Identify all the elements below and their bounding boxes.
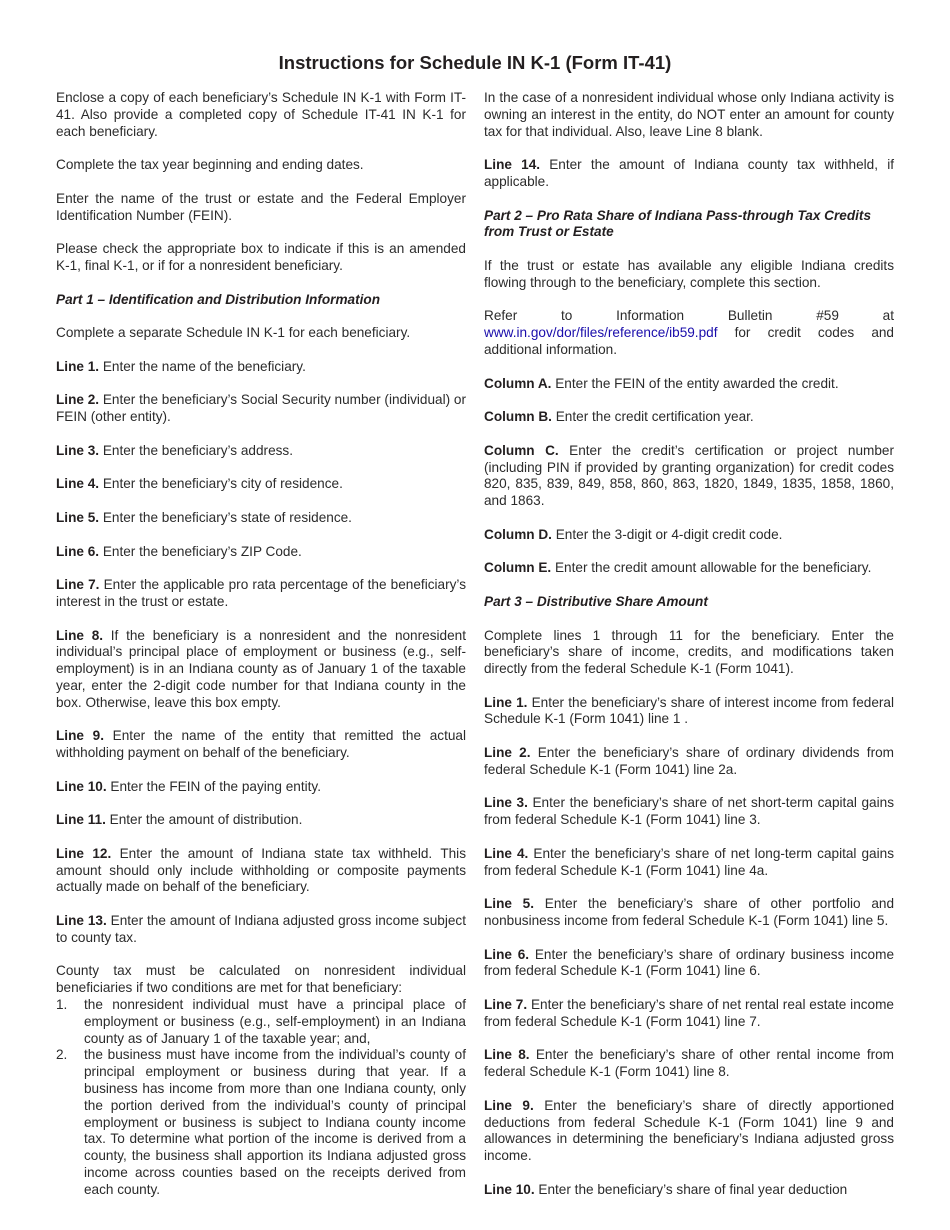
line-text: Enter the FEIN of the paying entity.: [106, 778, 321, 794]
intro-paragraph-dates: Complete the tax year beginning and ending dates.: [56, 157, 364, 173]
column-text: Enter the FEIN of the entity awarded the credit.: [551, 375, 839, 391]
line-text: Enter the amount of Indiana county tax withheld, if applicable.: [484, 157, 894, 189]
column-text: Enter the credit’s certification or project number (including PIN if provided by granting organization) for credit codes 820, 835, 839, 849, 858, 860, 863, 1820, 1849, 1835, 1858, 1860, and 1863.: [484, 442, 894, 509]
line-label: Line 6.: [56, 543, 100, 559]
line-text: Enter the beneficiary’s share of net long-term capital gains from federal Schedule K-1 (Form 1041) line 4a.: [484, 845, 894, 878]
part3-line-6: [484, 947, 894, 981]
column-text: Enter the credit certification year.: [551, 409, 754, 425]
part1-line-8: [56, 628, 466, 712]
line-text: Enter the beneficiary’s share of directly apportioned deductions from federal Schedule K-1 (Form 1041) line 9 and allowances in determining the beneficiary’s Indiana adjusted gross income.: [484, 1097, 894, 1164]
part1-line-13: [56, 913, 466, 947]
part3-line-1: [484, 695, 894, 729]
line-label: Line 11.: [56, 812, 106, 828]
line-text: Enter the beneficiary’s share of ordinary business income from federal Schedule K-1 (Form 1041) line 6.: [484, 946, 894, 979]
part3-line-9: [484, 1098, 894, 1165]
nonresident-county-paragraph: In the case of a nonresident individual whose only Indiana activity is owning an interest in the entity, do NOT enter an amount for county tax for that individual. Also, leave Line 8 blank.: [484, 90, 894, 139]
line-text: Enter the beneficiary’s Social Security number (individual) or FEIN (other entity).: [56, 392, 467, 425]
part3-line-4: [484, 846, 894, 880]
line-label: Line 10.: [484, 1181, 535, 1197]
part1-line-7: [56, 577, 466, 611]
line-label: Line 14.: [484, 157, 541, 173]
line-text: Enter the beneficiary’s city of residence.: [99, 476, 343, 492]
line-label: Line 8.: [484, 1047, 530, 1063]
line-text: Enter the beneficiary’s share of net rental real estate income from federal Schedule K-1 (Form 1041) line 7.: [484, 997, 894, 1029]
part3-line-7: [484, 997, 894, 1031]
part2-column-d: [484, 527, 894, 544]
line-label: Line 10.: [56, 778, 107, 794]
line-label: Line 9.: [484, 1097, 534, 1113]
list-item-text: the business must have income from the individual’s county of principal employment or business during that year. If a business has income from more than one Indiana county, only the portion derived from the individual’s county of principal employment or business is subject to Indiana county income tax. To determine what portion of the income is derived from a county, the business shall apportion its Indiana adjusted gross income across counties based on the receipts derived from each county.: [84, 1047, 466, 1197]
part2-column-b: [484, 409, 894, 426]
list-number: 1.: [56, 997, 68, 1013]
line-label: Line 6.: [484, 946, 530, 962]
line-label: Line 4.: [56, 476, 100, 492]
line-text: Enter the amount of distribution.: [105, 812, 303, 828]
line-label: Line 5.: [484, 896, 535, 912]
part2-heading: Part 2 – Pro Rata Share of Indiana Pass-through Tax Credits from Trust or Estate: [484, 207, 872, 240]
part1-line-1: [56, 359, 466, 376]
reference-text-after: for credit codes and additional information.: [484, 325, 894, 357]
line-text: Enter the beneficiary’s share of final year deduction: [534, 1181, 848, 1197]
list-item: [56, 1047, 466, 1198]
part2-column-a: [484, 376, 894, 393]
left-column: [56, 90, 466, 1199]
column-label: Column B.: [484, 409, 552, 425]
bulletin-link[interactable]: www.in.gov/dor/files/reference/ib59.pdf: [484, 325, 718, 341]
line-label: Line 2.: [484, 745, 531, 761]
line-label: Line 5.: [56, 509, 100, 525]
column-label: Column E.: [484, 560, 552, 576]
line-text: Enter the amount of Indiana state tax withheld. This amount should only include withholding or composite payments actually made on behalf of the beneficiary.: [56, 845, 466, 895]
county-conditions-list: [56, 997, 466, 1199]
line-text: Enter the beneficiary’s share of ordinary dividends from federal Schedule K-1 (Form 1041) line 2a.: [484, 745, 894, 777]
line-label: Line 13.: [56, 913, 107, 929]
line-text: Enter the name of the entity that remitted the actual withholding payment on behalf of the beneficiary.: [56, 728, 466, 761]
line-label: Line 9.: [56, 728, 104, 744]
line-text: Enter the beneficiary’s state of residence.: [99, 509, 352, 525]
part3-line-8: [484, 1047, 894, 1081]
list-number: 2.: [56, 1047, 68, 1063]
right-column: [484, 90, 894, 1199]
part3-intro: Complete lines 1 through 11 for the beneficiary. Enter the beneficiary’s share of income, credits, and modifications taken directly from the federal Schedule K-1 (Form 1041).: [484, 627, 894, 677]
intro-paragraph-name-fein: Enter the name of the trust or estate and the Federal Employer Identification Number (FEIN).: [56, 190, 466, 223]
column-text: Enter the 3-digit or 4-digit credit code.: [551, 526, 783, 542]
bulletin-reference: [484, 308, 894, 358]
column-label: Column C.: [484, 442, 559, 458]
list-item: [56, 997, 466, 1047]
part1-line-10: [56, 779, 466, 796]
line-text: Enter the beneficiary’s share of interest income from federal Schedule K-1 (Form 1041) line 1 .: [484, 694, 894, 727]
part1-line-5: [56, 510, 466, 527]
line-text: Enter the beneficiary’s share of other rental income from federal Schedule K-1 (Form 1041) line 8.: [484, 1047, 895, 1080]
part1-line-6: [56, 544, 466, 561]
part1-line-12: [56, 846, 466, 896]
line-text: Enter the beneficiary’s ZIP Code.: [99, 543, 302, 559]
column-label: Column D.: [484, 526, 552, 542]
line-text: Enter the beneficiary’s address.: [99, 442, 294, 458]
line-label: Line 2.: [56, 392, 100, 408]
line-label: Line 3.: [484, 795, 528, 811]
line-text: Enter the beneficiary’s share of net short-term capital gains from federal Schedule K-1 (Form 1041) line 3.: [484, 795, 894, 828]
part3-line-2: [484, 745, 894, 779]
line-label: Line 1.: [484, 694, 528, 710]
part3-line-10: [484, 1182, 894, 1199]
line-text: Enter the name of the beneficiary.: [99, 358, 306, 374]
line-label: Line 1.: [56, 358, 100, 374]
part1-line-9: [56, 728, 466, 762]
part1-intro: Complete a separate Schedule IN K-1 for each beneficiary.: [56, 325, 411, 341]
column-text: Enter the credit amount allowable for the beneficiary.: [551, 560, 872, 576]
part1-line-3: [56, 443, 466, 460]
line-label: Line 3.: [56, 442, 100, 458]
line-text: If the beneficiary is a nonresident and the nonresident individual’s principal place of employment or business (e.g., self-employment) is in an Indiana county as of January 1 of the taxable year, enter the 2-digit code number for that Indiana county in the box. Otherwise, leave this box empty.: [56, 627, 466, 710]
line-label: Line 7.: [484, 997, 528, 1013]
reference-text: Refer to Information Bulletin #59 at: [484, 308, 894, 324]
part2-intro: If the trust or estate has available any eligible Indiana credits flowing through to the beneficiary, complete this section.: [484, 257, 894, 290]
line-label: Line 4.: [484, 845, 529, 861]
line-text: Enter the amount of Indiana adjusted gross income subject to county tax.: [56, 913, 467, 945]
line-label: Line 8.: [56, 627, 104, 643]
part2-column-c: [484, 443, 894, 510]
line-text: Enter the applicable pro rata percentage of the beneficiary’s interest in the trust or estate.: [56, 577, 466, 609]
line-text: Enter the beneficiary’s share of other portfolio and nonbusiness income from federal Schedule K-1 (Form 1041) line 5.: [484, 896, 895, 929]
part3-line-3: [484, 795, 894, 829]
part1-line-2: [56, 392, 466, 426]
part1-heading: Part 1 – Identification and Distribution Information: [56, 291, 380, 307]
intro-paragraph-enclose: Enclose a copy of each beneficiary’s Schedule IN K-1 with Form IT-41. Also provide a completed copy of Schedule IT-41 IN K-1 for each beneficiary.: [56, 90, 466, 139]
column-label: Column A.: [484, 375, 552, 391]
list-item-text: the nonresident individual must have a principal place of employment or business (e.g., self-employment) in an Indiana county as of January 1 of the taxable year; and,: [84, 997, 466, 1046]
part1-line-14: [484, 157, 894, 191]
part3-heading: Part 3 – Distributive Share Amount: [484, 593, 708, 609]
page-title: Instructions for Schedule IN K-1 (Form IT-41): [278, 52, 672, 73]
part2-column-e: [484, 560, 894, 577]
line-label: Line 12.: [56, 845, 112, 861]
line-label: Line 7.: [56, 577, 100, 593]
county-tax-intro: County tax must be calculated on nonresident individual beneficiaries if two conditions are met for that beneficiary:: [56, 963, 466, 996]
intro-paragraph-checkbox: Please check the appropriate box to indicate if this is an amended K-1, final K-1, or if for a nonresident beneficiary.: [56, 241, 466, 273]
part1-line-4: [56, 476, 466, 493]
part1-line-11: [56, 812, 466, 829]
part3-line-5: [484, 896, 894, 930]
